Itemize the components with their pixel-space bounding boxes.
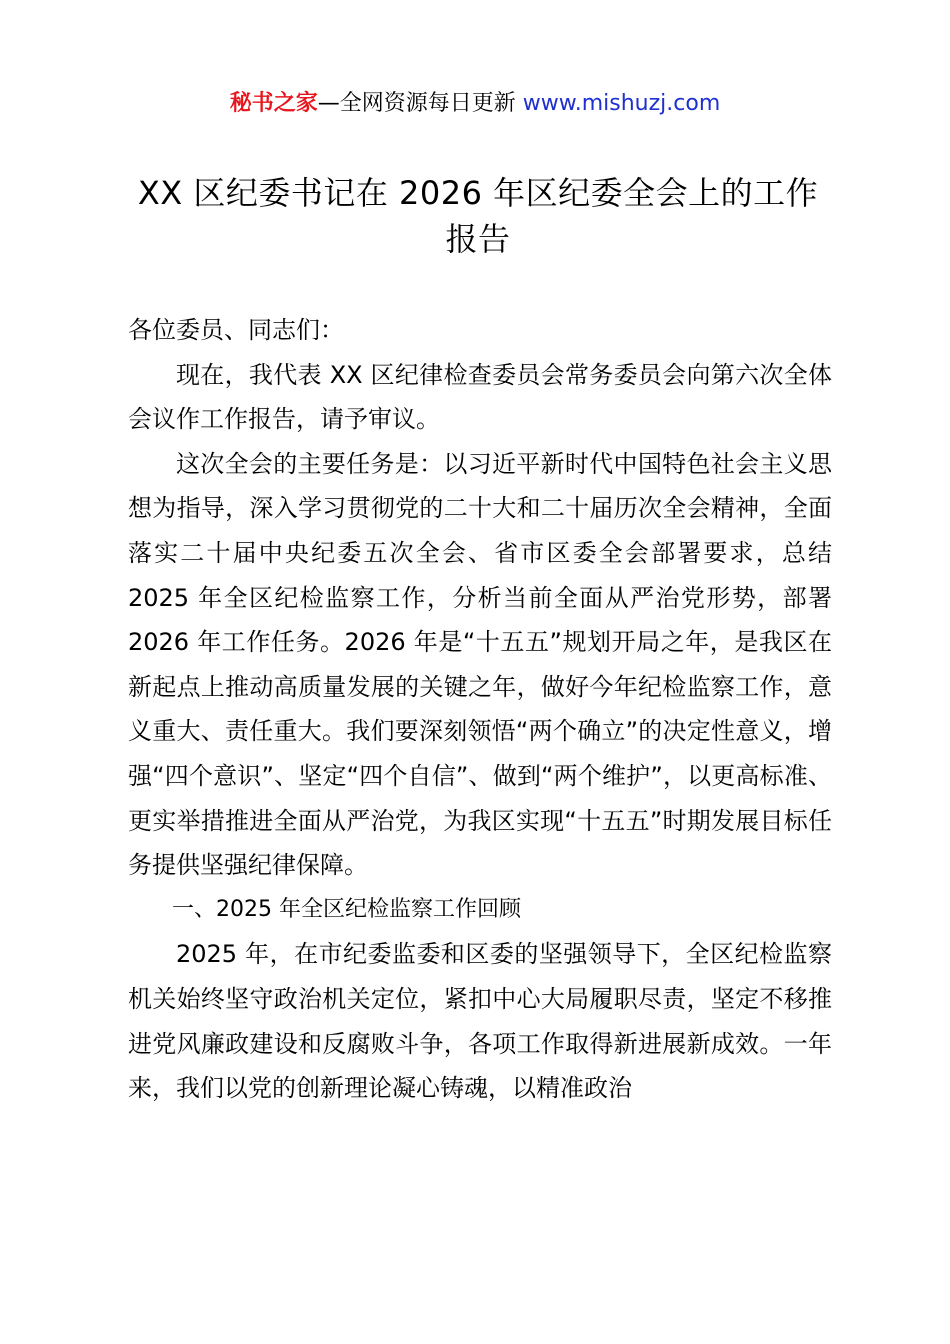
body-paragraph: 2025 年，在市纪委监委和区委的坚强领导下，全区纪检监察机关始终坚守政治机关定位，紧扣中心大局履职尽责，坚定不移推进党风廉政建设和反腐败斗争，各项工作取得新进展新成效。一年来，我们以党的创新理论凝心铸魂，以精准政治 — [128, 940, 832, 1103]
salutation: 各位委员、同志们： — [128, 316, 344, 344]
page-header — [0, 88, 950, 120]
brand-name: 秘书之家 — [229, 91, 318, 116]
document-title: XX 区纪委书记在 2026 年区纪委全会上的工作报告 — [137, 174, 819, 258]
body-paragraph: 这次全会的主要任务是：以习近平新时代中国特色社会主义思想为指导，深入学习贯彻党的二十大和二十届历次全会精神，全面落实二十届中央纪委五次全会、省市区委全会部署要求，总结 2025 年全区纪检监察工作，分析当前全面从严治党形势，部署 2026 年工作任务。2026 年是“十五五”规划开局之年，是我区在新起点上推动高质量发展的关键之年，做好今年纪检监察工作，意义重大、责任重大。我们要深刻领悟“两个确立”的决定性意义，增强“四个意识”、坚定“四个自信”、做到“两个维护”，以更高标准、更实举措推进全面从严治党，为我区实现“十五五”时期发展目标任务提供坚强纪律保障。 — [128, 449, 832, 880]
body-paragraph: 现在，我代表 XX 区纪律检查委员会常务委员会向第六次全体会议作工作报告，请予审议。 — [128, 360, 832, 434]
section-heading: 一、2025 年全区纪检监察工作回顾 — [172, 896, 521, 922]
header-tagline: —全网资源每日更新 — [317, 91, 516, 116]
document-body — [128, 308, 832, 1111]
website-link[interactable]: www.mishuzj.com — [522, 91, 721, 116]
